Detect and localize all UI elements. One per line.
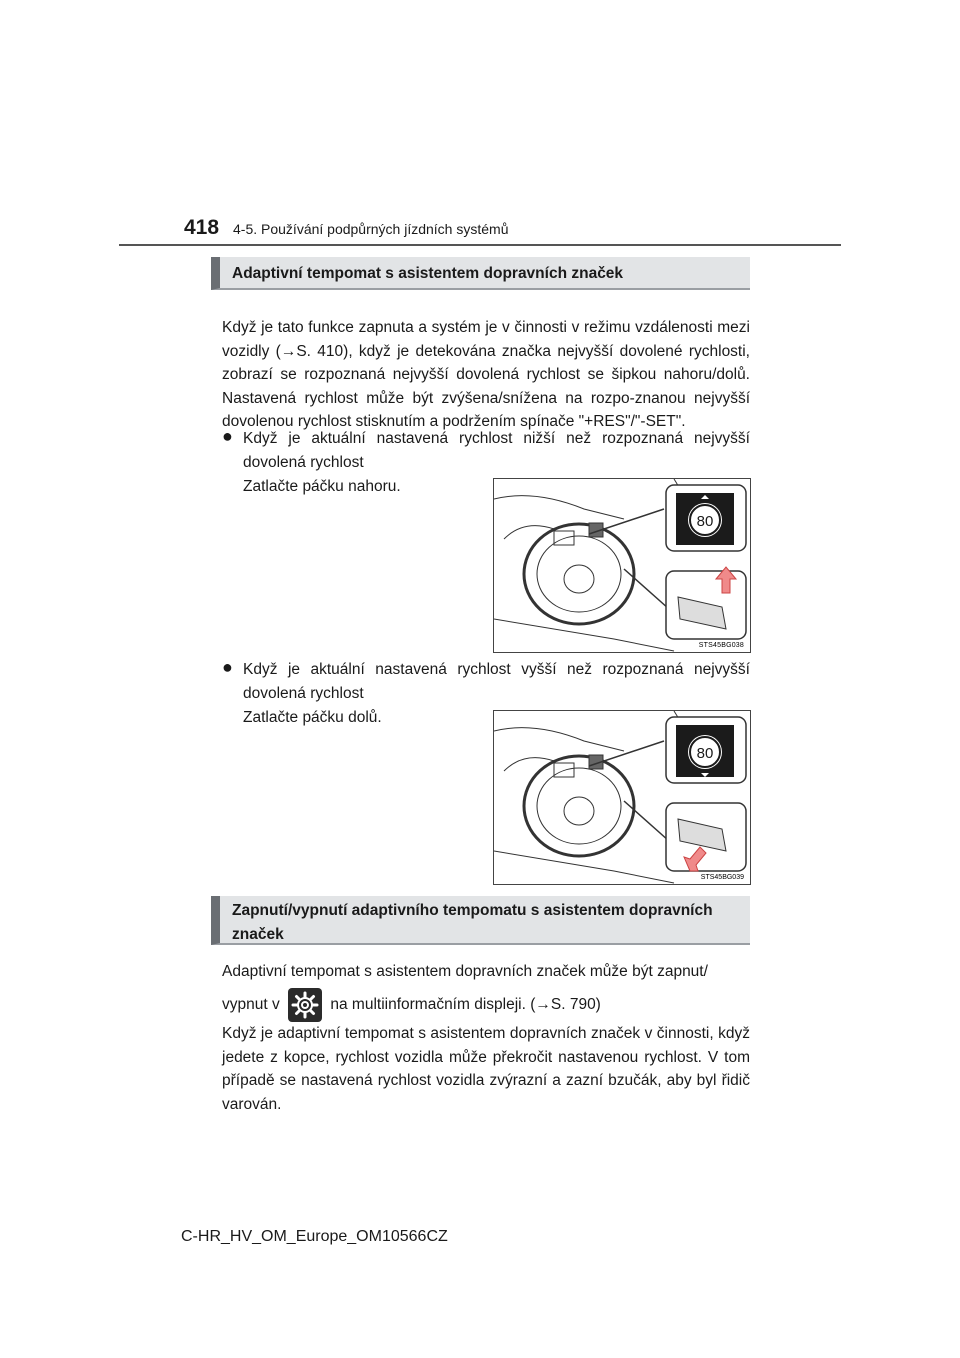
document-id: C-HR_HV_OM_Europe_OM10566CZ — [181, 1228, 448, 1245]
para-text-before-icon: vypnut v — [222, 996, 280, 1014]
header-divider — [119, 244, 841, 246]
bullet1-action: Zatlačte páčku nahoru. — [243, 478, 401, 495]
figure-lever-up — [493, 478, 751, 653]
bullet-icon: ● — [222, 657, 233, 677]
section-heading-traffic-sign-assist: Adaptivní tempomat s asistentem dopravních značek — [211, 257, 750, 290]
section-heading-toggle: Zapnutí/vypnutí adaptivního tempomatu s asistentem dopravních značek — [211, 896, 750, 945]
speed-sign-value: 80 — [696, 745, 714, 762]
gear-icon — [288, 988, 322, 1022]
bullet1-text: Když je aktuální nastavená rychlost nižší než rozpoznaná nejvyšší dovolená rychlost — [243, 430, 750, 471]
steering-wheel-lever-up-illustration — [494, 479, 750, 652]
figure-code: STS45BG038 — [698, 642, 744, 649]
section2-para1-line2 — [222, 988, 601, 1022]
figure-lever-down — [493, 710, 751, 885]
bullet2-text: Když je aktuální nastavená rychlost vyšší než rozpoznaná nejvyšší dovolená rychlost — [243, 661, 750, 702]
bullet-icon: ● — [222, 426, 233, 446]
section2-para1-line1: Adaptivní tempomat s asistentem dopravních značek může být zapnut/ — [222, 963, 708, 980]
para-text-after-icon: na multiinformačním displeji. (→S. 790) — [330, 996, 601, 1014]
section1-intro: Když je tato funkce zapnuta a systém je v činnosti v režimu vzdálenosti mezi vozidly (→S. 410), když je detekována značka nejvyšší dovolené rychlosti, zobrazí se rozpoznaná nejvyšší dovolená rychlost se šipkou nahoru/dolů. Nastavená rychlost může být zvýšena/snížena na rozpo-znanou nejvyšší dovolenou rychlost stisknutím a podržením spínače "+RES"/"-SET". — [222, 319, 750, 430]
figure-code: STS45BG039 — [700, 874, 744, 881]
bullet2-action: Zatlačte páčku dolů. — [243, 709, 382, 726]
chapter-title: 4-5. Používání podpůrných jízdních systémů — [233, 221, 509, 237]
speed-sign-value: 80 — [696, 513, 714, 530]
steering-wheel-lever-down-illustration — [494, 711, 750, 884]
section2-para2: Když je adaptivní tempomat s asistentem dopravních značek v činnosti, když jedete z kopce, rychlost vozidla může překročit nastavenou rychlost. V tom případě se nastavená rychlost vozidla zvýrazní a zazní bzučák, aby byl řidič varován. — [222, 1025, 750, 1113]
page-number: 418 — [184, 216, 220, 239]
